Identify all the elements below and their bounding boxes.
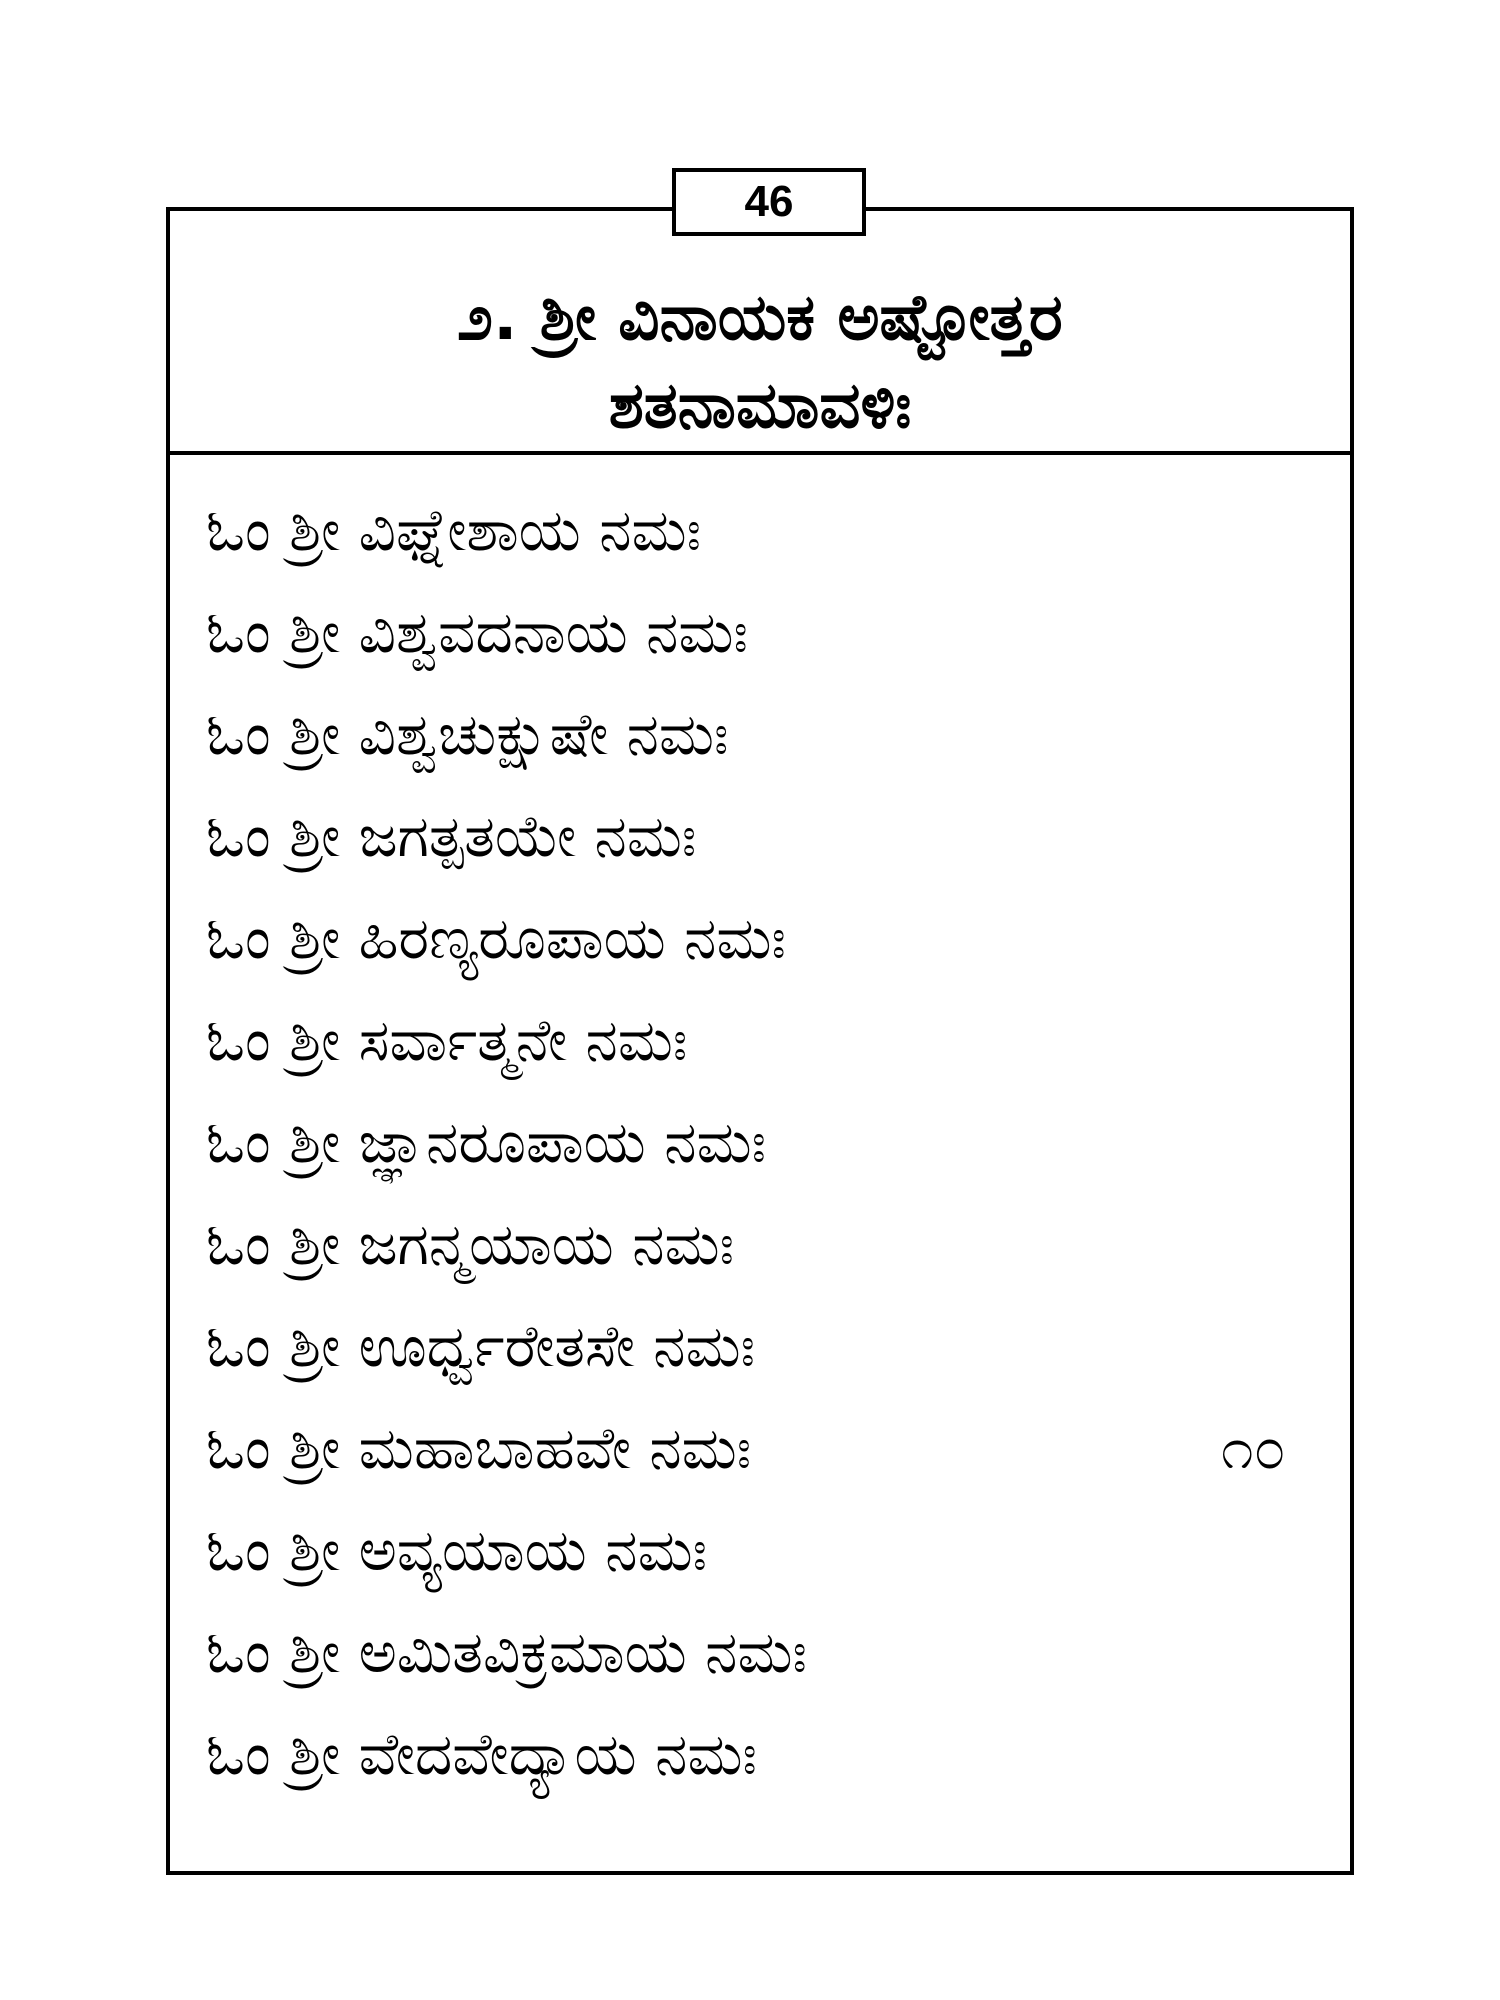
verse-text: ಓಂ ಶ್ರೀ ಅಮಿತವಿಕ್ರಮಾಯ ನಮಃ: [206, 1618, 807, 1686]
verse-text: ಓಂ ಶ್ರೀ ವಿಶ್ವವದನಾಯ ನಮಃ: [206, 598, 748, 666]
verse-line: [206, 1601, 1314, 1703]
verse-text: ಓಂ ಶ್ರೀ ಸರ್ವಾತ್ಮನೇ ನಮಃ: [206, 1006, 688, 1074]
verse-line: [206, 581, 1314, 683]
title-line-2: ಶತನಾಮಾವಳಿಃ: [608, 369, 912, 443]
verse-line: [206, 1091, 1314, 1193]
title-header: [170, 211, 1350, 455]
verse-list: [206, 479, 1314, 1805]
verse-line: [206, 1193, 1314, 1295]
verse-line: [206, 1397, 1314, 1499]
verse-line: [206, 479, 1314, 581]
verse-line: [206, 1499, 1314, 1601]
verse-line: [206, 683, 1314, 785]
verse-line: [206, 1295, 1314, 1397]
verse-marker: ೧೦: [1221, 1414, 1286, 1482]
verse-text: ಓಂ ಶ್ರೀ ಊರ್ಧ್ವರೇತಸೇ ನಮಃ: [206, 1312, 756, 1380]
verse-line: [206, 1703, 1314, 1805]
verse-line: [206, 785, 1314, 887]
verse-text: ಓಂ ಶ್ರೀ ಜಗತ್ಪತಯೇ ನಮಃ: [206, 802, 697, 870]
page-frame: [166, 207, 1354, 1875]
verse-text: ಓಂ ಶ್ರೀ ಮಹಾಬಾಹವೇ ನಮಃ: [206, 1414, 752, 1482]
verse-text: ಓಂ ಶ್ರೀ ವೇದವೇದ್ಯಾಯ ನಮಃ: [206, 1720, 757, 1788]
verse-text: ಓಂ ಶ್ರೀ ವಿಘ್ನೇಶಾಯ ನಮಃ: [206, 496, 702, 564]
title-line-1: ೨. ಶ್ರೀ ವಿನಾಯಕ ಅಷ್ಟೋತ್ತರ: [457, 281, 1063, 355]
verse-text: ಓಂ ಶ್ರೀ ಜಗನ್ಮಯಾಯ ನಮಃ: [206, 1210, 735, 1278]
verse-text: ಓಂ ಶ್ರೀ ಅವ್ಯಯಾಯ ನಮಃ: [206, 1516, 708, 1584]
verse-line: [206, 989, 1314, 1091]
page-number: 46: [672, 168, 866, 236]
verse-text: ಓಂ ಶ್ರೀ ಹಿರಣ್ಯರೂಪಾಯ ನಮಃ: [206, 904, 786, 972]
verse-text: ಓಂ ಶ್ರೀ ವಿಶ್ವಚುಕ್ಷುಷೇ ನಮಃ: [206, 700, 729, 768]
verse-text: ಓಂ ಶ್ರೀ ಜ್ಞಾನರೂಪಾಯ ನಮಃ: [206, 1108, 767, 1176]
verse-line: [206, 887, 1314, 989]
